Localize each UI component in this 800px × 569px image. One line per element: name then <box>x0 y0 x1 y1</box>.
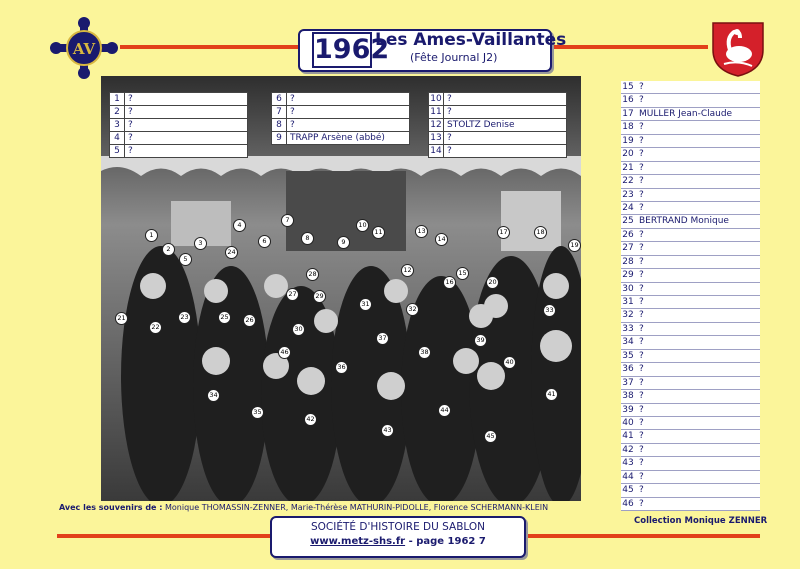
photo-marker: 1 <box>145 229 158 242</box>
footer-line-left <box>57 534 270 538</box>
photo-marker: 12 <box>401 264 414 277</box>
list-item: 31 ? <box>621 296 760 309</box>
page-title: Les Ames-Vaillantes <box>375 30 567 50</box>
list-item: 27 ? <box>621 242 760 255</box>
photo-marker: 14 <box>435 233 448 246</box>
ames-vaillantes-logo <box>50 17 118 79</box>
list-item: 45 ? <box>621 484 760 497</box>
photo-marker: 11 <box>372 226 385 239</box>
list-item: 30 ? <box>621 283 760 296</box>
photo-marker: 36 <box>335 361 348 374</box>
list-item: 38 ? <box>621 390 760 403</box>
photo-marker: 46 <box>278 346 291 359</box>
label-box: 13 ? <box>428 131 567 145</box>
list-item: 24 ? <box>621 202 760 215</box>
photo-marker: 43 <box>381 424 394 437</box>
photo-marker: 31 <box>359 298 372 311</box>
photo-marker: 27 <box>286 288 299 301</box>
header-line-right <box>548 45 708 49</box>
photo-marker: 44 <box>438 404 451 417</box>
header-line-left <box>120 45 298 49</box>
label-box: 14 ? <box>428 144 567 158</box>
list-item: 36 ? <box>621 363 760 376</box>
website-link[interactable]: www.metz-shs.fr <box>310 536 406 547</box>
list-item: 39 ? <box>621 404 760 417</box>
website-line <box>272 536 524 547</box>
photo-marker: 28 <box>306 268 319 281</box>
list-item: 33 ? <box>621 323 760 336</box>
list-item: 35 ? <box>621 350 760 363</box>
year-label: 1962 <box>312 32 372 68</box>
list-item: 28 ? <box>621 256 760 269</box>
photo-marker: 24 <box>225 246 238 259</box>
list-item: 43 ? <box>621 457 760 470</box>
label-box: 2 ? <box>109 105 248 119</box>
photo-marker: 45 <box>484 430 497 443</box>
photo-marker: 26 <box>243 314 256 327</box>
label-box: 10 ? <box>428 92 567 106</box>
svg-text:AV: AV <box>72 40 96 58</box>
photo-marker: 16 <box>443 276 456 289</box>
photo-marker: 41 <box>545 388 558 401</box>
list-item: 37 ? <box>621 377 760 390</box>
list-item: 17 MULLER Jean-Claude <box>621 108 760 121</box>
label-box: 9 TRAPP Arsène (abbé) <box>271 131 410 145</box>
label-box: 3 ? <box>109 118 248 132</box>
label-box: 11 ? <box>428 105 567 119</box>
souvenirs-credit: Avec les souvenirs de : Monique THOMASSIN-ZENNER, Marie-Thérèse MATHURIN-PIDOLLE, Florence SCHERMANN-KLEIN <box>59 503 549 512</box>
list-item: 20 ? <box>621 148 760 161</box>
photo-marker: 15 <box>456 267 469 280</box>
photo-marker: 3 <box>194 237 207 250</box>
photo-marker: 37 <box>376 332 389 345</box>
photo-marker: 7 <box>281 214 294 227</box>
photo-marker: 35 <box>251 406 264 419</box>
label-box: 6 ? <box>271 92 410 106</box>
list-item: 22 ? <box>621 175 760 188</box>
photo-marker: 22 <box>149 321 162 334</box>
photo-marker: 9 <box>337 236 350 249</box>
list-item: 32 ? <box>621 309 760 322</box>
footer-line-right <box>524 534 760 538</box>
list-item: 18 ? <box>621 121 760 134</box>
photo-marker: 42 <box>304 413 317 426</box>
list-item: 16 ? <box>621 94 760 107</box>
right-name-list <box>621 81 760 511</box>
photo-marker: 2 <box>162 243 175 256</box>
label-box: 1 ? <box>109 92 248 106</box>
photo-marker: 10 <box>356 219 369 232</box>
footer-box <box>270 516 526 558</box>
list-item: 46 ? <box>621 498 760 511</box>
photo-marker: 6 <box>258 235 271 248</box>
list-item: 44 ? <box>621 471 760 484</box>
list-item: 23 ? <box>621 189 760 202</box>
label-box: 4 ? <box>109 131 248 145</box>
list-item: 26 ? <box>621 229 760 242</box>
list-item: 40 ? <box>621 417 760 430</box>
label-box: 7 ? <box>271 105 410 119</box>
list-item: 41 ? <box>621 430 760 443</box>
photo-marker: 34 <box>207 389 220 402</box>
photo-marker: 33 <box>543 304 556 317</box>
list-item: 15 ? <box>621 81 760 94</box>
photo-marker: 25 <box>218 311 231 324</box>
photo-marker: 30 <box>292 323 305 336</box>
photo-marker: 19 <box>568 239 581 252</box>
label-box: 8 ? <box>271 118 410 132</box>
collection-credit: Collection Monique ZENNER <box>634 516 768 526</box>
list-item: 29 ? <box>621 269 760 282</box>
photo-marker: 8 <box>301 232 314 245</box>
society-name: SOCIÉTÉ D'HISTOIRE DU SABLON <box>311 521 485 533</box>
photo-marker: 17 <box>497 226 510 239</box>
photo-marker: 39 <box>474 334 487 347</box>
photo-marker: 32 <box>406 303 419 316</box>
photo-marker: 13 <box>415 225 428 238</box>
photo-marker: 23 <box>178 311 191 324</box>
photo-marker: 18 <box>534 226 547 239</box>
label-box: 5 ? <box>109 144 248 158</box>
list-item: 19 ? <box>621 135 760 148</box>
photo-marker: 29 <box>313 290 326 303</box>
list-item: 34 ? <box>621 336 760 349</box>
page-number: - page 1962 7 <box>408 536 486 547</box>
list-item: 42 ? <box>621 444 760 457</box>
city-crest-icon <box>710 20 766 78</box>
photo-marker: 5 <box>179 253 192 266</box>
label-box: 12 STOLTZ Denise <box>428 118 567 132</box>
list-item: 21 ? <box>621 162 760 175</box>
photo-marker: 40 <box>503 356 516 369</box>
photo-marker: 4 <box>233 219 246 232</box>
photo-marker: 21 <box>115 312 128 325</box>
photo-marker: 20 <box>486 276 499 289</box>
photo-marker: 38 <box>418 346 431 359</box>
page-subtitle: (Fête Journal J2) <box>410 51 498 64</box>
list-item: 25 BERTRAND Monique <box>621 215 760 228</box>
